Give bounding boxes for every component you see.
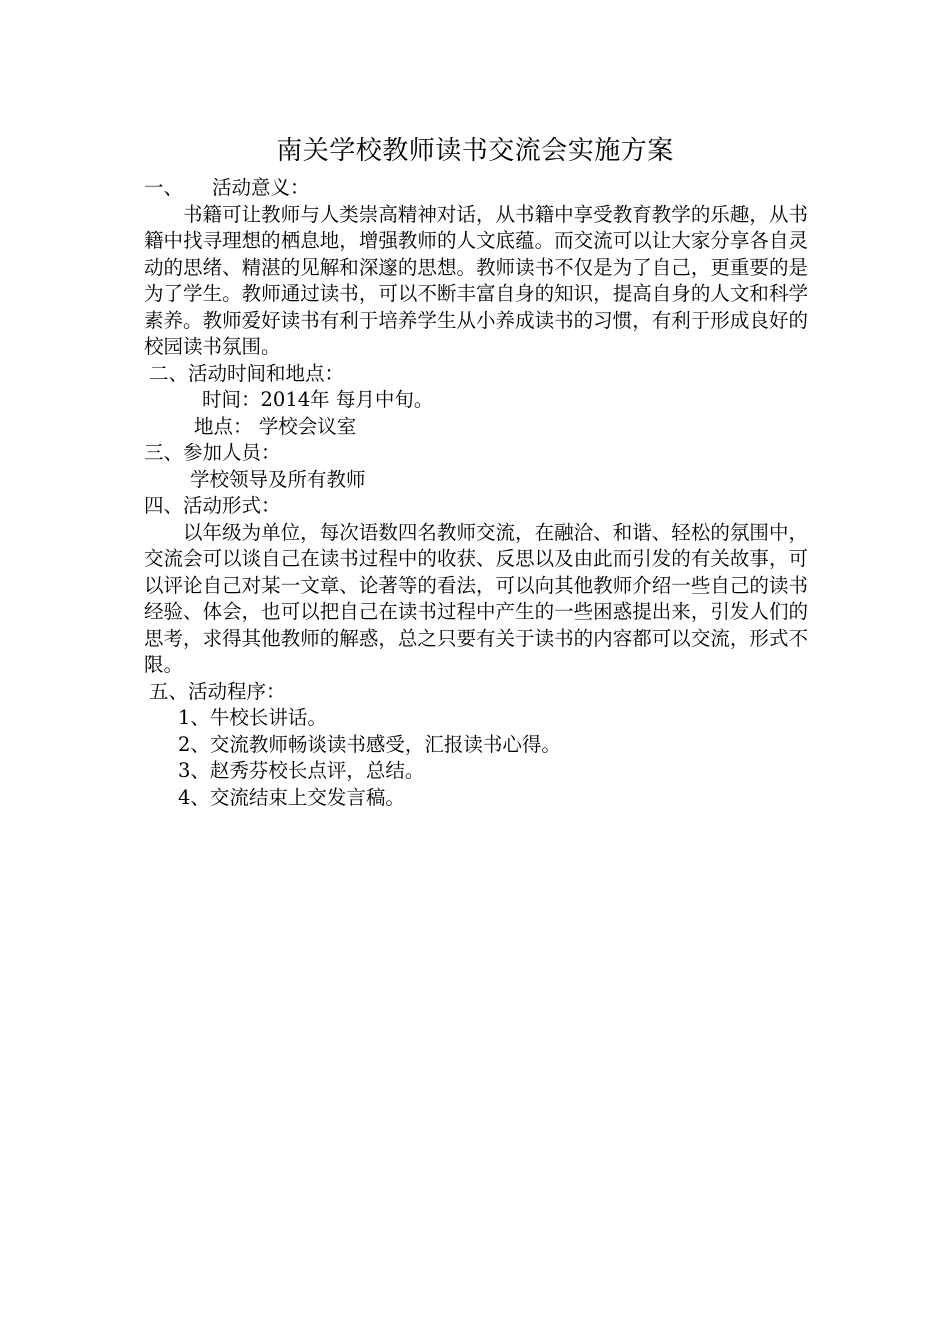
procedure-step: 4、交流结束上交发言稿。 xyxy=(178,785,405,809)
procedure-step: 2、交流教师畅谈读书感受，汇报读书心得。 xyxy=(178,732,561,756)
section-4-heading: 四、活动形式： xyxy=(144,494,281,517)
section-2-place: 地点： 学校会议室 xyxy=(194,414,357,438)
section-1-number: 一、 xyxy=(144,176,184,199)
section-4-paragraph: 以年级为单位，每次语数四名教师交流，在融洽、和谐、轻松的氛围中，交流会可以谈自己在读书过程中的收获、反思以及由此而引发的有关故事，可以评论自己对某一文章、论著等的看法，可以向其他教师介绍一些自己的读书经验、体会，也可以把自己在读书过程中产生的一些困惑提出来，引发人们的思考，求得其他教师的解惑，总之只要有关于读书的内容都可以交流，形式不限。 xyxy=(144,520,808,676)
section-5-heading: 五、活动程序： xyxy=(149,679,286,703)
section-3-heading: 三、参加人员： xyxy=(144,441,281,464)
document-title: 南关学校教师读书交流会实施方案 xyxy=(276,136,674,166)
section-3-body: 学校领导及所有教师 xyxy=(190,467,366,491)
procedure-step: 1、牛校长讲话。 xyxy=(178,706,327,729)
procedure-step: 3、赵秀芬校长点评，总结。 xyxy=(178,759,425,782)
section-2-heading: 二、活动时间和地点： xyxy=(149,361,345,385)
section-2-time: 时间：2014年 每月中旬。 xyxy=(202,388,434,411)
document-body xyxy=(144,175,808,811)
section-1-paragraph: 书籍可让教师与人类崇高精神对话，从书籍中享受教育教学的乐趣，从书籍中找寻理想的栖息地，增强教师的人文底蕴。而交流可以让大家分享各自灵动的思绪、精湛的见解和深邃的思想。教师读书不仅是为了自己，更重要的是为了学生。教师通过读书，可以不断丰富自身的知识，提高自身的人文和科学素养。教师爱好读书有利于培养学生从小养成读书的习惯，有利于形成良好的校园读书氛围。 xyxy=(144,202,808,358)
section-1-title: 活动意义： xyxy=(212,176,310,199)
section-1-heading xyxy=(144,175,808,202)
